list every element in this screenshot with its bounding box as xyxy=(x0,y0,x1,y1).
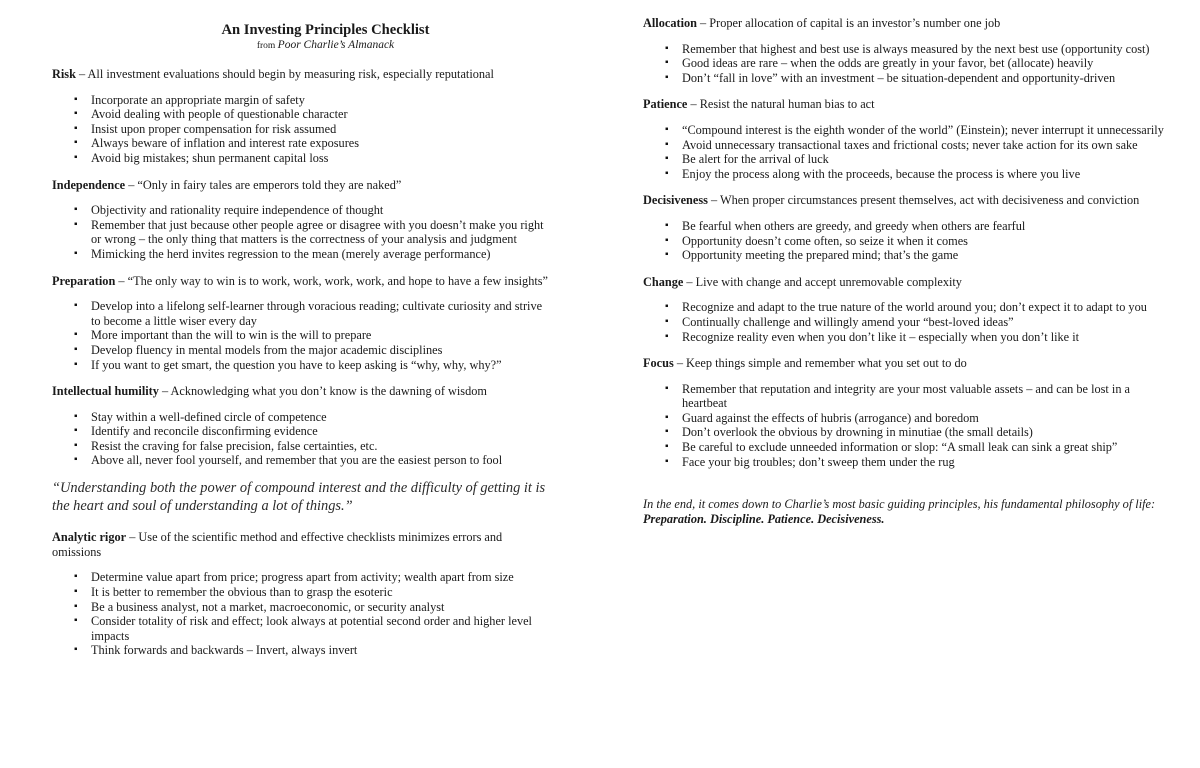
section-heading xyxy=(643,16,1173,31)
bullet-item: ▪ Avoid dealing with people of questionable character xyxy=(91,107,554,122)
section-description: – Live with change and accept unremovable complexity xyxy=(686,274,962,289)
section-analytic-rigor xyxy=(52,530,554,658)
section-name: Allocation xyxy=(643,16,697,30)
section-description: – All investment evaluations should begin by measuring risk, especially reputational xyxy=(79,67,494,81)
section-heading xyxy=(52,384,554,399)
section-decisiveness xyxy=(643,193,1173,262)
bullet-item: ▪ It is better to remember the obvious than to grasp the esoteric xyxy=(91,585,554,600)
section-name: Risk xyxy=(52,67,76,81)
bullet-list xyxy=(52,570,554,658)
section-preparation xyxy=(52,274,554,373)
section-description: – When proper circumstances present themselves, act with decisiveness and conviction xyxy=(710,193,1140,208)
section-name: Analytic rigor xyxy=(52,530,127,545)
bullet-item: ▪ Good ideas are rare – when the odds are greatly in your favor, bet (allocate) heavily xyxy=(682,56,1173,71)
bullet-item: ▪ Remember that reputation and integrity are your most valuable assets – and can be lost in a heartbeat xyxy=(682,382,1173,411)
section-name: Decisiveness xyxy=(643,193,708,208)
bullet-list xyxy=(643,382,1173,470)
bullet-item: ▪ Develop fluency in mental models from the major academic disciplines xyxy=(91,343,554,358)
bullet-item: ▪ Be a business analyst, not a market, macroeconomic, or security analyst xyxy=(91,600,554,615)
section-description: – Acknowledging what you don’t know is the dawning of wisdom xyxy=(162,384,487,399)
section-name: Independence xyxy=(52,177,126,192)
compound-interest-quote: “Understanding both the power of compound interest and the difficulty of getting it is the heart and soul of understanding a lot of things.” xyxy=(52,480,546,514)
right-column xyxy=(643,16,1173,527)
bullet-list xyxy=(52,410,554,468)
right-sections xyxy=(643,16,1173,469)
section-risk xyxy=(52,67,554,166)
closing-text: In the end, it comes down to Charlie’s most basic guiding principles, his fundamental philosophy of life: xyxy=(643,497,1156,512)
bullet-list xyxy=(643,42,1173,86)
bullet-item: ▪ If you want to get smart, the question you have to keep asking is “why, why, why?” xyxy=(91,358,554,373)
bullet-item: ▪ More important than the will to win is the will to prepare xyxy=(91,328,554,343)
section-allocation xyxy=(643,16,1173,85)
bullet-item: ▪ Recognize and adapt to the true nature of the world around you; don’t expect it to adapt to you xyxy=(682,300,1173,315)
bullet-item: ▪ Opportunity meeting the prepared mind; that’s the game xyxy=(682,248,1173,263)
section-name: Change xyxy=(643,274,684,289)
principle-1: Preparation. xyxy=(643,512,707,527)
bullet-item: ▪ Be fearful when others are greedy, and greedy when others are fearful xyxy=(682,219,1173,234)
section-change xyxy=(643,275,1173,344)
principle-3: Patience. xyxy=(767,512,815,527)
section-intellectual-humility xyxy=(52,384,554,468)
bullet-item: ▪ Mimicking the herd invites regression to the mean (merely average performance) xyxy=(91,247,554,262)
subtitle-book: Poor Charlie’s Almanack xyxy=(277,39,395,51)
section-heading xyxy=(52,530,554,559)
section-name: Patience xyxy=(643,97,688,112)
bullet-item: ▪ “Compound interest is the eighth wonder of the world” (Einstein); never interrupt it unnecessarily xyxy=(682,123,1173,138)
bullet-item: ▪ Incorporate an appropriate margin of safety xyxy=(91,93,554,108)
bullet-item: ▪ Stay within a well-defined circle of competence xyxy=(91,410,554,425)
section-heading xyxy=(52,178,554,193)
section-focus xyxy=(643,356,1173,469)
bullet-item: ▪ Remember that just because other people agree or disagree with you doesn’t make you right or wrong – the only thing that matters is the correctness of your analysis and judgment xyxy=(91,218,554,247)
bullet-list xyxy=(643,300,1173,344)
principle-4: Decisiveness. xyxy=(817,512,885,527)
bullet-list xyxy=(52,203,554,261)
section-description: – Resist the natural human bias to act xyxy=(690,97,875,112)
bullet-list xyxy=(643,123,1173,181)
subtitle-prefix: from xyxy=(256,41,276,51)
left-column xyxy=(52,22,554,670)
section-heading xyxy=(643,97,1173,112)
section-heading xyxy=(52,67,554,82)
bullet-item: ▪ Resist the craving for false precision, false certainties, etc. xyxy=(91,439,554,454)
left-sections-after-quote xyxy=(52,530,554,658)
section-name: Intellectual humility xyxy=(52,384,159,399)
section-patience xyxy=(643,97,1173,181)
left-sections xyxy=(52,67,554,468)
bullet-item: ▪ Always beware of inflation and interest rate exposures xyxy=(91,136,554,151)
bullet-item: ▪ Be alert for the arrival of luck xyxy=(682,152,1173,167)
section-heading xyxy=(643,356,1173,371)
section-description: – Proper allocation of capital is an investor’s number one job xyxy=(700,16,1001,30)
bullet-item: ▪ Determine value apart from price; progress apart from activity; wealth apart from size xyxy=(91,570,554,585)
bullet-item: ▪ Avoid unnecessary transactional taxes and frictional costs; never take action for its own sake xyxy=(682,138,1173,153)
bullet-item: ▪ Guard against the effects of hubris (arrogance) and boredom xyxy=(682,411,1173,426)
section-name: Preparation xyxy=(52,273,116,288)
section-name: Focus xyxy=(643,356,674,371)
bullet-item: ▪ Opportunity doesn’t come often, so seize it when it comes xyxy=(682,234,1173,249)
bullet-item: ▪ Think forwards and backwards – Invert, always invert xyxy=(91,643,554,658)
section-description: – “The only way to win is to work, work, work, work, and hope to have a few insights” xyxy=(118,273,549,288)
bullet-item: ▪ Develop into a lifelong self-learner through voracious reading; cultivate curiosity and strive to become a little wiser every day xyxy=(91,299,554,328)
bullet-item: ▪ Remember that highest and best use is always measured by the next best use (opportunity cost) xyxy=(682,42,1173,57)
bullet-item: ▪ Above all, never fool yourself, and remember that you are the easiest person to fool xyxy=(91,453,554,468)
section-description: – “Only in fairy tales are emperors told they are naked” xyxy=(128,177,402,192)
bullet-item: ▪ Don’t overlook the obvious by drowning in minutiae (the small details) xyxy=(682,425,1173,440)
bullet-item: ▪ Avoid big mistakes; shun permanent capital loss xyxy=(91,151,554,166)
section-independence xyxy=(52,178,554,262)
bullet-item: ▪ Consider totality of risk and effect; look always at potential second order and higher level impacts xyxy=(91,614,554,643)
bullet-item: ▪ Face your big troubles; don’t sweep them under the rug xyxy=(682,455,1173,470)
section-description: – Keep things simple and remember what you set out to do xyxy=(676,356,967,371)
bullet-list xyxy=(52,93,554,166)
section-heading xyxy=(643,275,1173,290)
bullet-item: ▪ Identify and reconcile disconfirming evidence xyxy=(91,424,554,439)
bullet-list xyxy=(643,219,1173,263)
section-description: – Use of the scientific method and effective checklists minimizes errors and omissions xyxy=(52,530,503,559)
bullet-item: ▪ Insist upon proper compensation for risk assumed xyxy=(91,122,554,137)
closing-paragraph xyxy=(643,497,1173,527)
page-title: An Investing Principles Checklist xyxy=(221,22,430,38)
page-subtitle xyxy=(97,39,554,52)
bullet-item: ▪ Don’t “fall in love” with an investment – be situation-dependent and opportunity-driven xyxy=(682,71,1173,86)
bullet-item: ▪ Enjoy the process along with the proceeds, because the process is where you live xyxy=(682,167,1173,182)
section-heading xyxy=(52,274,554,289)
bullet-list xyxy=(52,299,554,372)
bullet-item: ▪ Recognize reality even when you don’t like it – especially when you don’t like it xyxy=(682,330,1173,345)
bullet-item: ▪ Continually challenge and willingly amend your “best-loved ideas” xyxy=(682,315,1173,330)
bullet-item: ▪ Objectivity and rationality require independence of thought xyxy=(91,203,554,218)
section-heading xyxy=(643,193,1173,208)
bullet-item: ▪ Be careful to exclude unneeded information or slop: “A small leak can sink a great ship” xyxy=(682,440,1173,455)
principle-2: Discipline. xyxy=(709,512,765,527)
